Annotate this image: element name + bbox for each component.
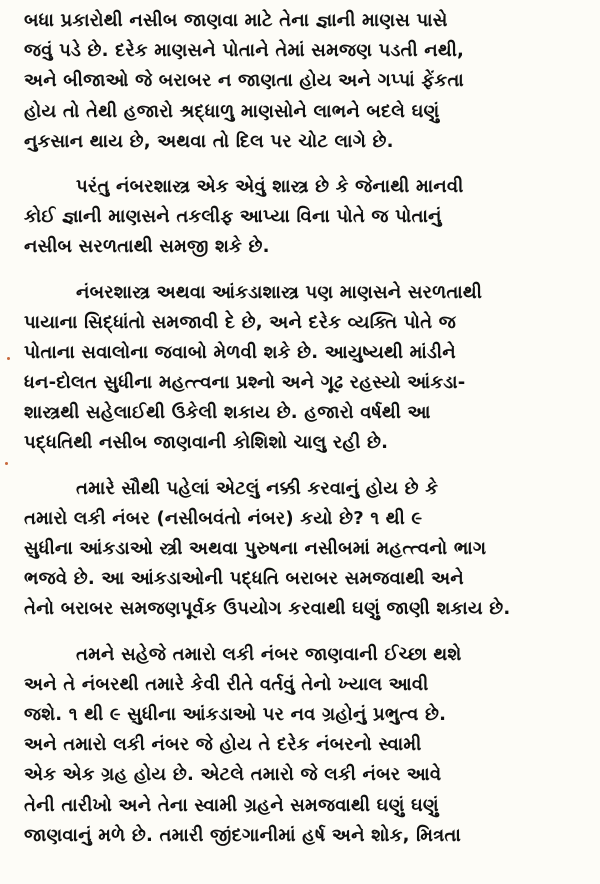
text-line: પદ્ધતિથી નસીબ જાણવાની કોશિશો ચાલુ રહી છે.: [24, 432, 389, 454]
text-line: કોઈ જ્ઞાની માણસને તકલીફ આપ્યા વિના પોતે જ પોતાનું: [24, 206, 442, 228]
text-line: સુધીના આંકડાઓ સ્ત્રી અથવા પુરુષના નસીબમાં મહત્ત્વનો ભાગ: [24, 538, 487, 559]
text-line: હોય તો તેથી હજારો શ્રદ્ધાળુ માણસોને લાભને બદલે ઘણું: [24, 100, 440, 122]
text-line: પાયાના સિદ્ધાંતો સમજાવી દે છે, અને દરેક વ્યક્તિ પોતે જ: [24, 311, 456, 333]
print-speck: [7, 357, 10, 360]
text-line: તમારો લકી નંબર (નસીબવંતો નંબર) કયો છે? ૧ થી ૯: [24, 507, 423, 529]
text-line: નસીબ સરળતાથી સમજી શકે છે.: [24, 236, 270, 258]
text-line: શાસ્ત્રથી સહેલાઈથી ઉકેલી શકાય છે. હજારો વર્ષથી આ: [24, 402, 431, 424]
text-line: નંબરશાસ્ત્ર અથવા આંકડાશાસ્ત્ર પણ માણસને સરળતાથી: [76, 281, 483, 303]
print-speck: [5, 462, 8, 465]
text-line: તમને સહેજે તમારો લકી નંબર જાણવાની ઈચ્છા થશે: [76, 643, 462, 665]
paragraph-4: [24, 474, 580, 625]
text-line: અને તમારો લકી નંબર જે હોય તે દરેક નંબરનો સ્વામી: [24, 734, 422, 756]
text-line: અને બીજાઓ જે બરાબર ન જાણતા હોય અને ગપ્પાં ફેંકતા: [24, 70, 464, 92]
text-line: જવું પડે છે. દરેક માણસને પોતાને તેમાં સમજણ પડતી નથી,: [24, 40, 465, 62]
text-line: બધા પ્રકારોથી નસીબ જાણવા માટે તેના જ્ઞાની માણસ પાસે: [24, 10, 448, 31]
paragraph-3: [24, 278, 580, 459]
text-line: તમારે સૌથી પહેલાં એટલું નક્કી કરવાનું હોય છે કે: [76, 477, 439, 499]
text-line: અને તે નંબરથી તમારે કેવી રીતે વર્તવું તેનો ખ્યાલ આવી: [24, 673, 429, 695]
text-line: જશે. ૧ થી ૯ સુધીના આંકડાઓ પર નવ ગ્રહોનું પ્રભુત્વ છે.: [24, 703, 447, 725]
text-line: તેની તારીખો અને તેના સ્વામી ગ્રહને સમજવાથી ઘણું ઘણું: [24, 794, 439, 816]
text-line: ભજવે છે. આ આંકડાઓની પદ્ધતિ બરાબર સમજવાથી અને: [24, 568, 464, 590]
paragraph-5: [24, 640, 580, 851]
text-line: પોતાના સવાલોના જવાબો મેળવી શકે છે. આયુષ્યથી માંડીને: [24, 341, 456, 363]
text-line: પરંતુ નંબરશાસ્ત્ર એક એવું શાસ્ત્ર છે કે જેનાથી માનવી: [76, 175, 464, 197]
text-line: નુકસાન થાય છે, અથવા તો દિલ પર ચોટ લાગે છે.: [24, 130, 394, 152]
text-line: એક એક ગ્રહ હોય છે. એટલે તમારો જે લકી નંબર આવે: [24, 764, 442, 786]
text-line: જાણવાનું મળે છે. તમારી જીંદગાનીમાં હર્ષ અને શોક, મિત્રતા: [24, 824, 461, 846]
text-line: તેનો બરાબર સમજણપૂર્વક ઉપયોગ કરવાથી ઘણું જાણી શકાય છે.: [24, 598, 511, 620]
paragraph-1: [24, 6, 580, 157]
paragraph-2: [24, 172, 580, 263]
text-line: ધન-દોલત સુધીના મહત્ત્વના પ્રશ્નો અને ગૂઢ રહસ્યો આંકડા-: [24, 372, 466, 394]
